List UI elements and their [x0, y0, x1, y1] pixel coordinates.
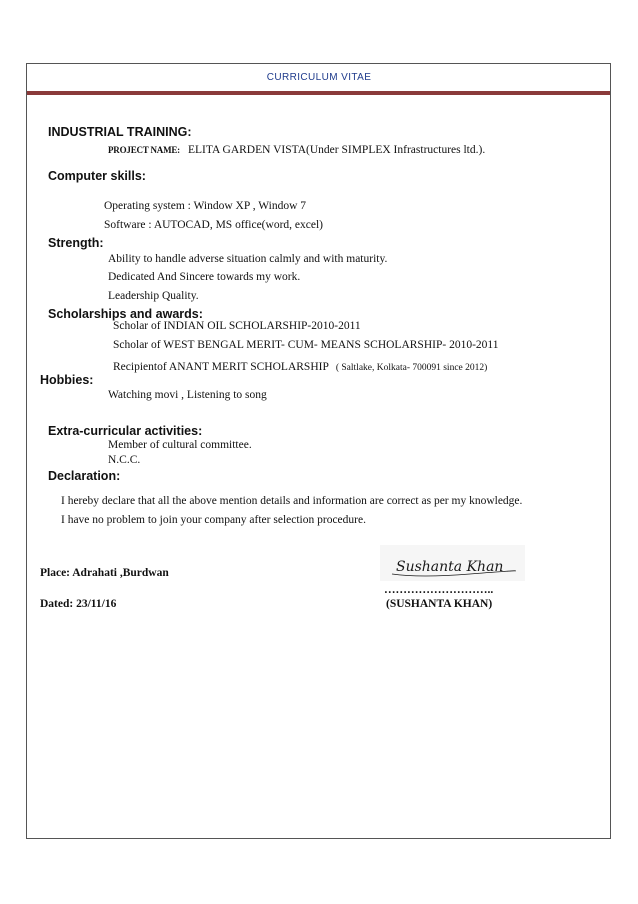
computer-skill-item: Operating system : Window XP , Window 7 [104, 200, 307, 212]
declaration-line: I hereby declare that all the above mention details and information are correct as per my knowledge. [61, 495, 523, 507]
scholarship-item: Scholar of INDIAN OIL SCHOLARSHIP-2010-2011 [113, 320, 361, 332]
signature-script: Sushanta Khan [396, 559, 504, 575]
date-text: Dated: 23/11/16 [40, 598, 117, 610]
strength-item: Dedicated And Sincere towards my work. [108, 271, 301, 283]
signatory-name: (SUSHANTA KHAN) [386, 598, 493, 610]
signature-image [380, 545, 525, 581]
hobbies-heading: Hobbies: [40, 373, 94, 387]
scholarships-heading: Scholarships and awards: [48, 307, 203, 321]
signature-handwriting [380, 545, 525, 581]
scholarship-item-text: Recipientof ANANT MERIT SCHOLARSHIP [113, 361, 329, 373]
extra-curricular-item: Member of cultural committee. [108, 439, 252, 451]
strength-heading: Strength: [48, 236, 104, 250]
computer-skills-heading: Computer skills: [48, 169, 146, 183]
strength-item: Leadership Quality. [108, 290, 199, 302]
industrial-training-heading: INDUSTRIAL TRAINING: [48, 125, 192, 139]
document-title: CURRICULUM VITAE [266, 72, 372, 83]
declaration-line: I have no problem to join your company after selection procedure. [61, 514, 366, 526]
computer-skill-item: Software : AUTOCAD, MS office(word, excel) [104, 219, 323, 231]
place-text: Place: Adrahati ,Burdwan [40, 567, 169, 579]
scholarship-item-note: ( Saltlake, Kolkata- 700091 since 2012) [335, 363, 488, 373]
hobbies-text: Watching movi , Listening to song [108, 389, 267, 401]
declaration-heading: Declaration: [48, 469, 121, 483]
strength-item: Ability to handle adverse situation calmly and with maturity. [108, 253, 388, 265]
extra-curricular-heading: Extra-curricular activities: [48, 424, 203, 438]
signature-dots: ……………………….. [384, 584, 494, 596]
project-line [108, 140, 485, 158]
project-value: ELITA GARDEN VISTA(Under SIMPLEX Infrastructures ltd.). [187, 144, 486, 156]
scholarship-item: Scholar of WEST BENGAL MERIT- CUM- MEANS SCHOLARSHIP- 2010-2011 [113, 339, 499, 351]
extra-curricular-item: N.C.C. [108, 454, 141, 466]
title-rule [27, 91, 610, 95]
project-label: PROJECT NAME: [108, 145, 180, 155]
scholarship-item [113, 357, 487, 375]
